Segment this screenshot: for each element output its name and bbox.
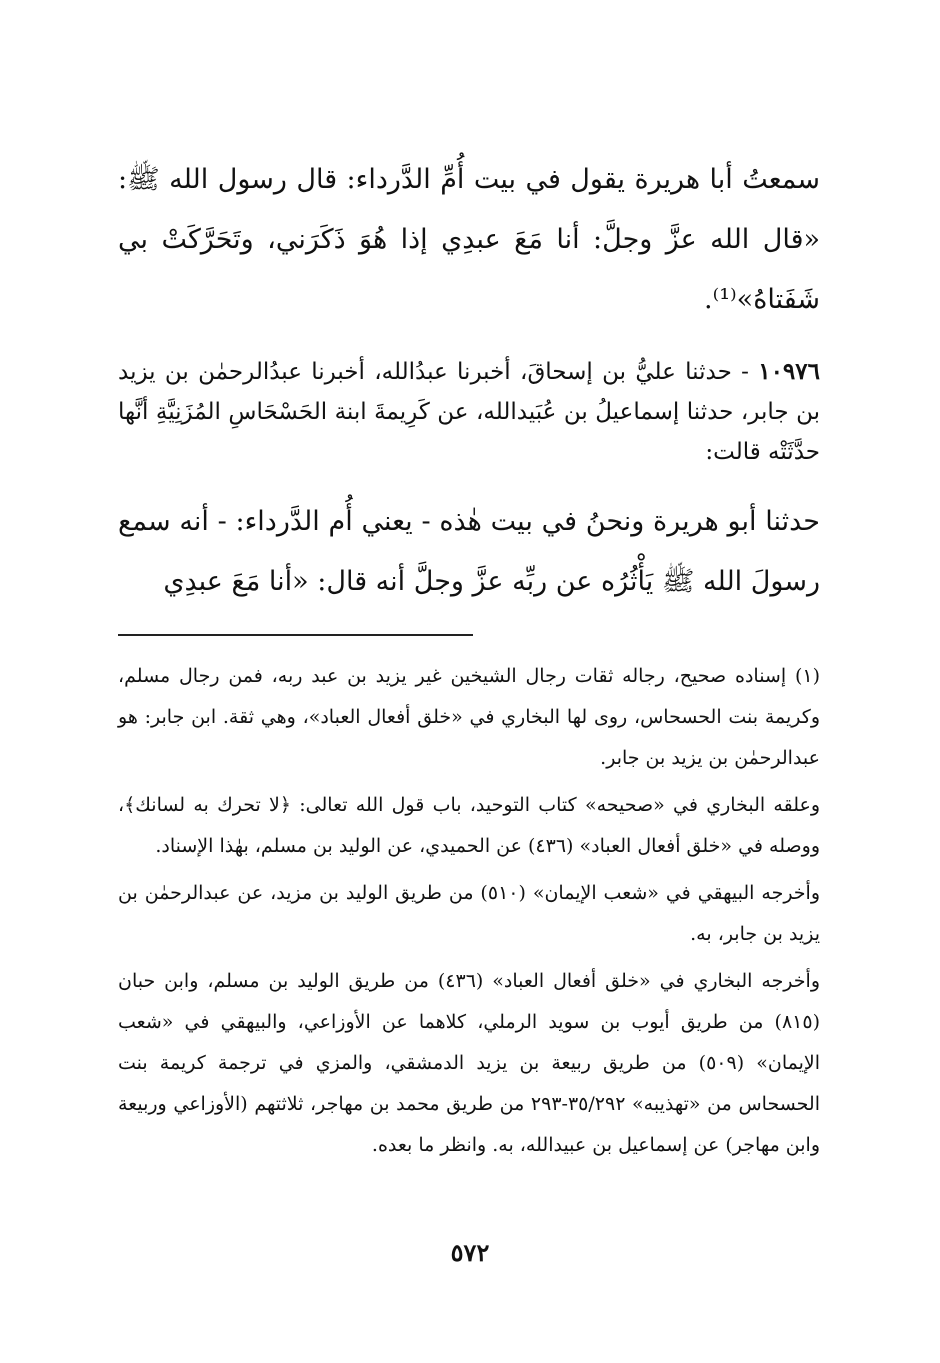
isnad-text: - حدثنا عليُّ بن إسحاقَ، أخبرنا عبدُالله، أخبرنا عبدُالرحمٰن بن يزيد بن جابر، حدثنا إسماعيلُ بن عُبَيدالله، عن كَرِيمةَ ابنة الحَسْحَاسِ المُزَنِيَّةِ أنَّها حدَّثَتْه قالت:	[118, 359, 820, 465]
main-text	[118, 150, 820, 612]
footnote-1: (١) إسناده صحيح، رجاله ثقات رجال الشيخين غير يزيد بن عبد ربه، فمن رجال مسلم، وكريمة بنت الحسحاس، روى لها البخاري في «خلق أفعال العباد»، وهي ثقة. ابن جابر: هو عبدالرحمٰن بن يزيد بن جابر.	[118, 665, 820, 769]
footnote-1-takhrij-3: وأخرجه البخاري في «خلق أفعال العباد» (٤٣٦) من طريق الوليد بن مسلم، وابن حبان (٨١٥) من طريق أيوب بن سويد الرملي، كلاهما عن الأوزاعي، والبيهقي في «شعب الإيمان» (٥٠٩) من طريق ربيعة بن يزيد الدمشقي، والمزي في ترجمة كريمة بنت الحسحاس من «تهذيبه» ٣٥/٢٩٢-٢٩٣ من طريق محمد بن مهاجر، ثلاثتهم (الأوزاعي وربيعة وابن مهاجر) عن إسماعيل بن عبيدالله، به. وانظر ما بعده.	[118, 970, 820, 1156]
footnotes	[118, 656, 820, 1166]
footnote-1-takhrij-2: وأخرجه البيهقي في «شعب الإيمان» (٥١٠) من طريق الوليد بن مزيد، عن عبدالرحمٰن بن يزيد بن جابر، به.	[118, 882, 820, 945]
footnote-1-takhrij-1: وعلقه البخاري في «صحيحه» كتاب التوحيد، باب قول الله تعالى: ﴿لا تحرك به لسانك﴾، ووصله في «خلق أفعال العباد» (٤٣٦) عن الحميدي، عن الوليد بن مسلم، بهٰذا الإسناد.	[118, 794, 820, 857]
hadith-isnad	[118, 352, 820, 472]
footnote-separator	[118, 634, 473, 636]
page-number: ٥٧٢	[450, 1238, 490, 1267]
hadith-text-continued: سمعتُ أبا هريرة يقول في بيت أُمِّ الدَّرداء: قال رسول الله ﷺ: «قال الله عزَّ وجلَّ: أنا مَعَ عبدِي إذا هُوَ ذَكَرَني، وتَحَرَّكَتْ بي شَفَتاهُ»⁽¹⁾.	[118, 164, 820, 315]
page-body	[118, 150, 820, 1166]
hadith-number: ١٠٩٧٦	[758, 358, 820, 385]
hadith-text: حدثنا أبو هريرة ونحنُ في بيت هٰذه - يعني أُم الدَّرداء: - أنه سمع رسولَ الله ﷺ يَأْثُرُه عن ربِّه عزَّ وجلَّ أنه قال: «أنا مَعَ عبدِي	[118, 506, 820, 597]
